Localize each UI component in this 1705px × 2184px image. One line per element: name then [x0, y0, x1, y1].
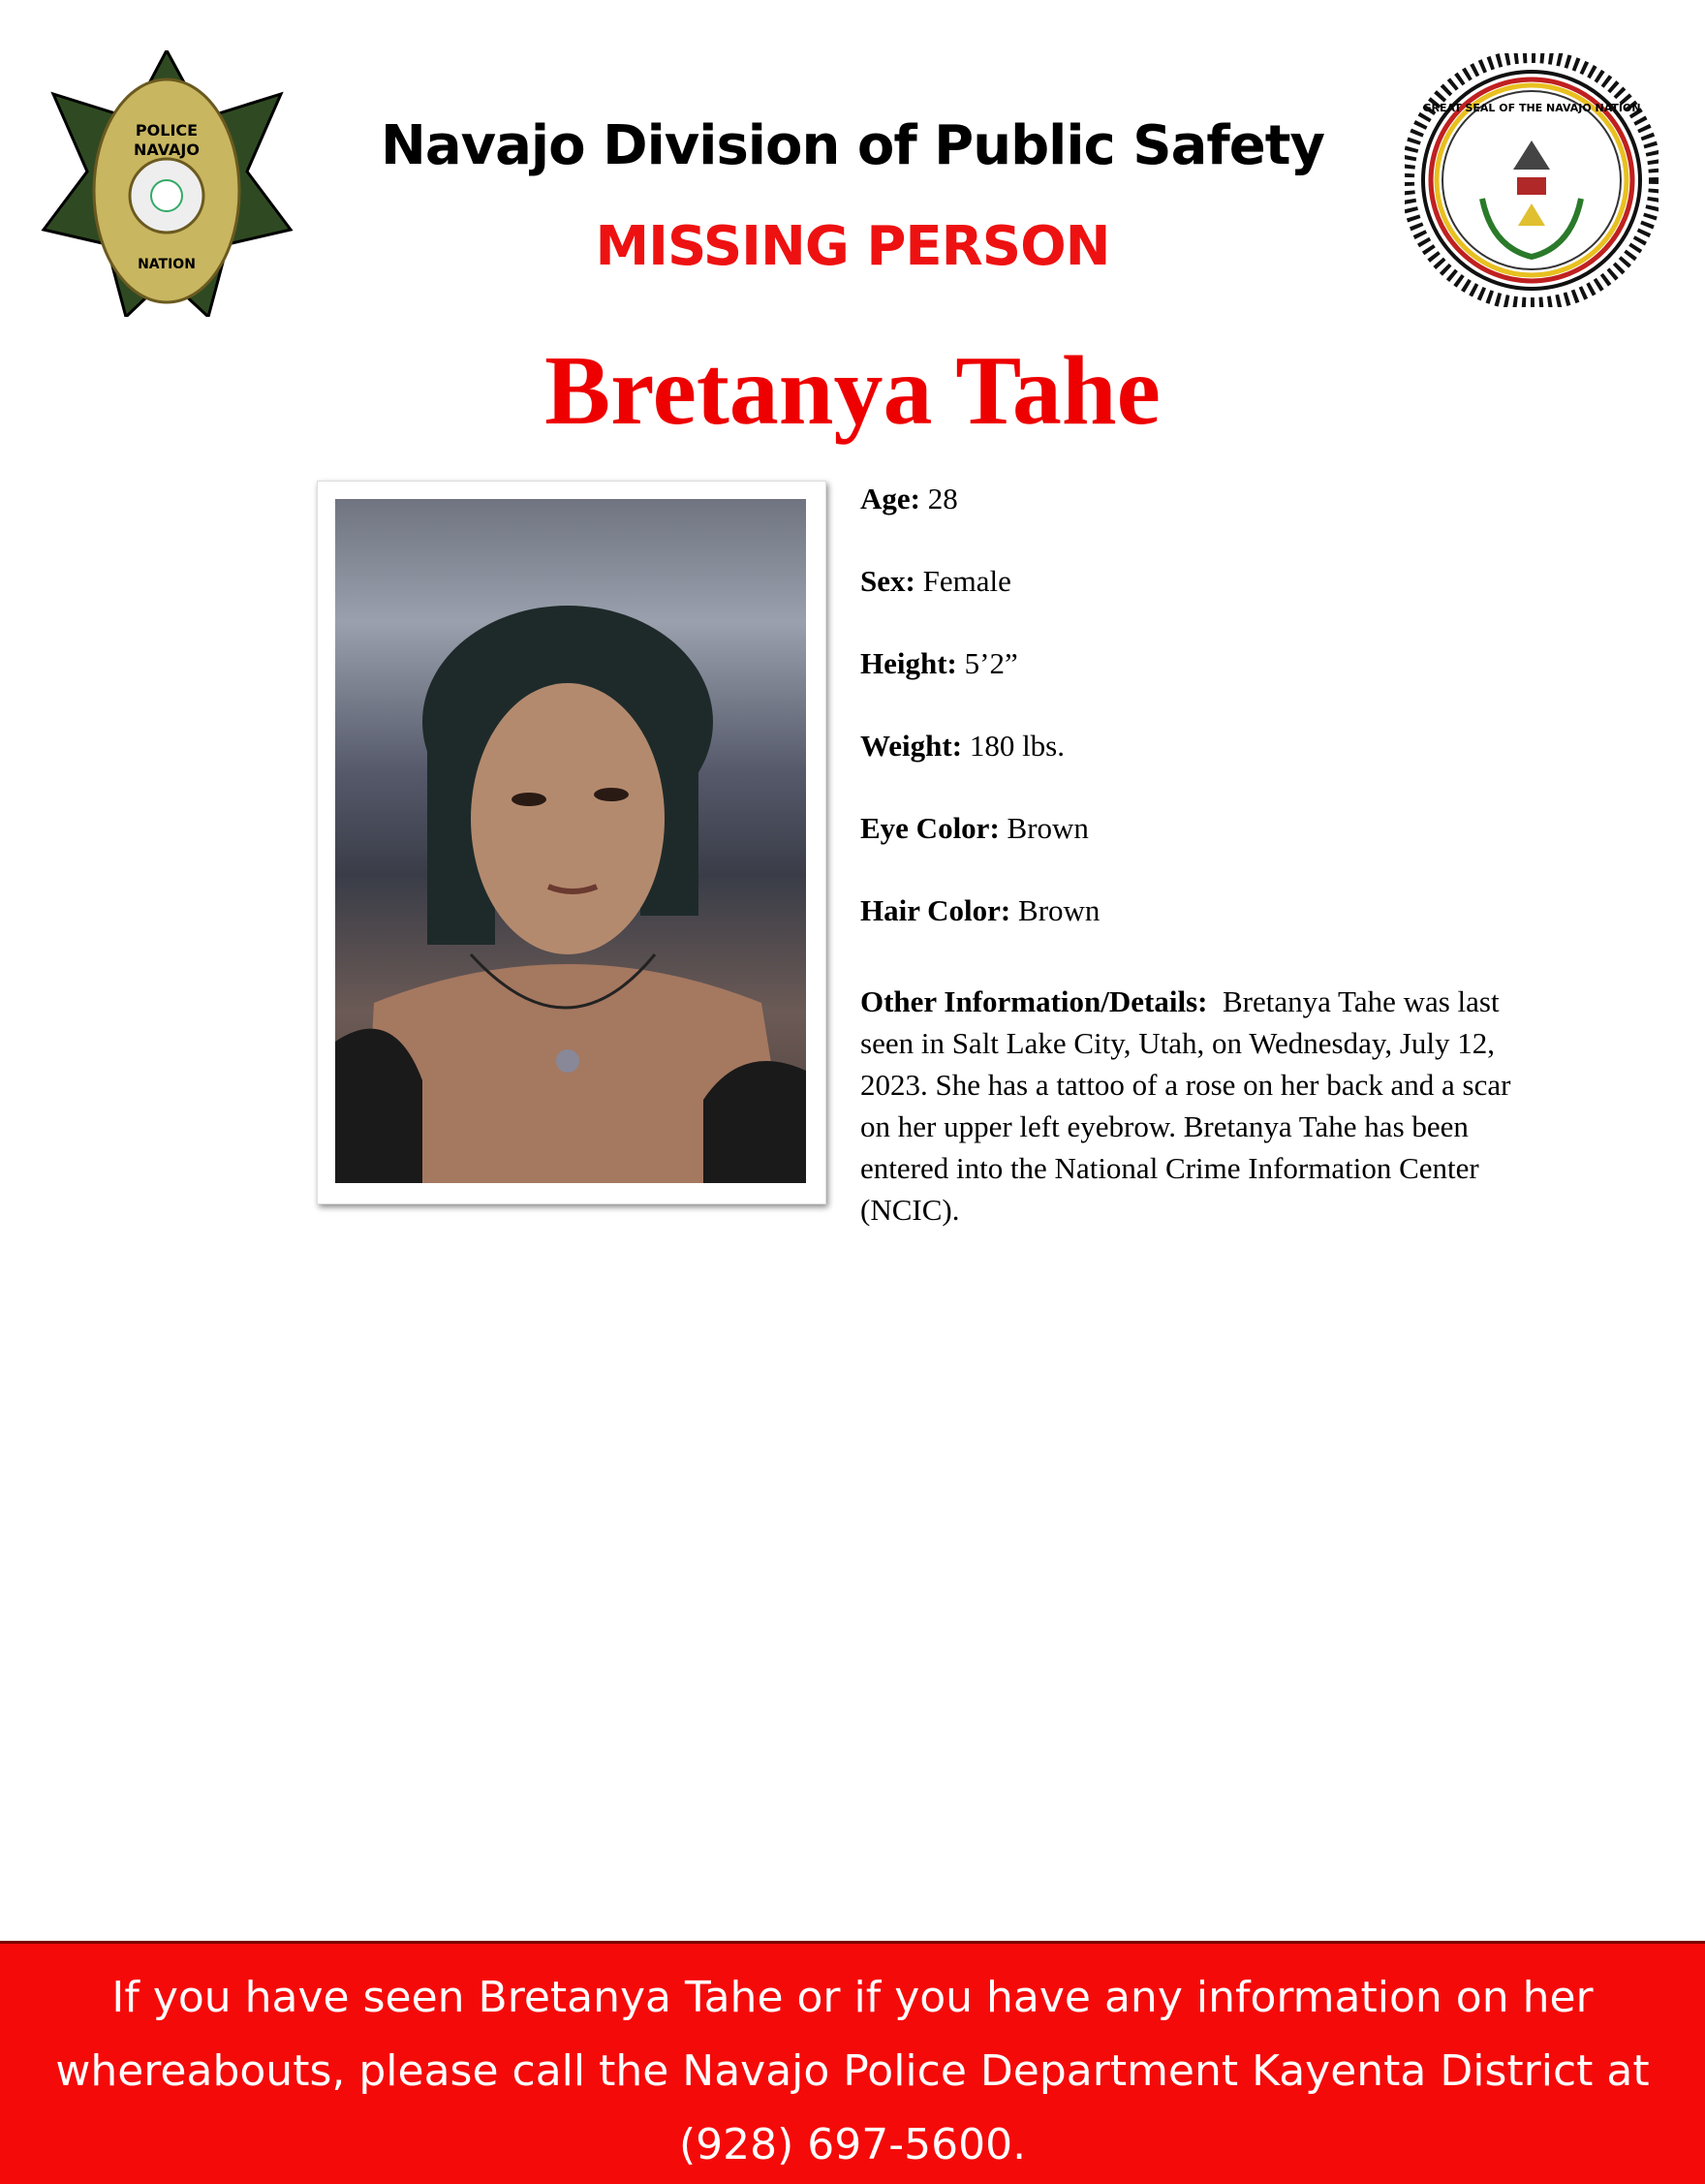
contact-message: If you have seen Bretanya Tahe or if you have any information on her whereabouts, please call the Navajo Police Department Kayenta District at (928) 697-5600. — [55, 1973, 1650, 2169]
sex-field — [860, 564, 1011, 599]
navajo-nation-seal-logo — [1405, 53, 1658, 307]
agency-title: Navajo Division of Public Safety — [380, 114, 1324, 177]
svg-text:NAVAJO: NAVAJO — [134, 140, 200, 159]
contact-banner — [0, 1941, 1705, 2184]
person-name: Bretanya Tahe — [544, 336, 1161, 446]
missing-person-heading: MISSING PERSON — [595, 215, 1110, 278]
details-text: Bretanya Tahe was last seen in Salt Lake City, Utah, on Wednesday, July 12, 2023. She has a tattoo of a rose on her back and a scar on her upper left eyebrow. Bretanya Tahe has been entered into the National Crime Information Center (NCIC). — [860, 984, 1511, 1227]
hair-color-value: Brown — [1018, 893, 1100, 927]
svg-text:POLICE: POLICE — [135, 121, 199, 140]
photo-frame — [317, 481, 826, 1204]
details-label: Other Information/Details: — [860, 984, 1208, 1018]
weight-field — [860, 729, 1065, 764]
hair-color-label: Hair Color: — [860, 893, 1011, 927]
eye-color-label: Eye Color: — [860, 811, 1000, 845]
portrait-illustration — [335, 499, 806, 1183]
person-photo — [335, 499, 806, 1183]
sex-value: Female — [922, 564, 1011, 598]
weight-label: Weight: — [860, 729, 963, 763]
hair-color-field — [860, 893, 1100, 928]
svg-text:GREAT SEAL OF THE NAVAJO NATIO: GREAT SEAL OF THE NAVAJO NATION — [1422, 102, 1641, 114]
other-details — [860, 981, 1529, 1231]
eye-color-field — [860, 811, 1089, 846]
police-badge-logo — [39, 50, 295, 317]
height-label: Height: — [860, 646, 957, 680]
height-value: 5’2” — [964, 646, 1018, 680]
weight-value: 180 lbs. — [969, 729, 1065, 763]
sex-label: Sex: — [860, 564, 915, 598]
height-field — [860, 646, 1018, 681]
eye-color-value: Brown — [1007, 811, 1089, 845]
age-value: 28 — [927, 482, 958, 515]
svg-text:NATION: NATION — [138, 257, 196, 272]
age-field — [860, 482, 958, 516]
age-label: Age: — [860, 482, 920, 515]
